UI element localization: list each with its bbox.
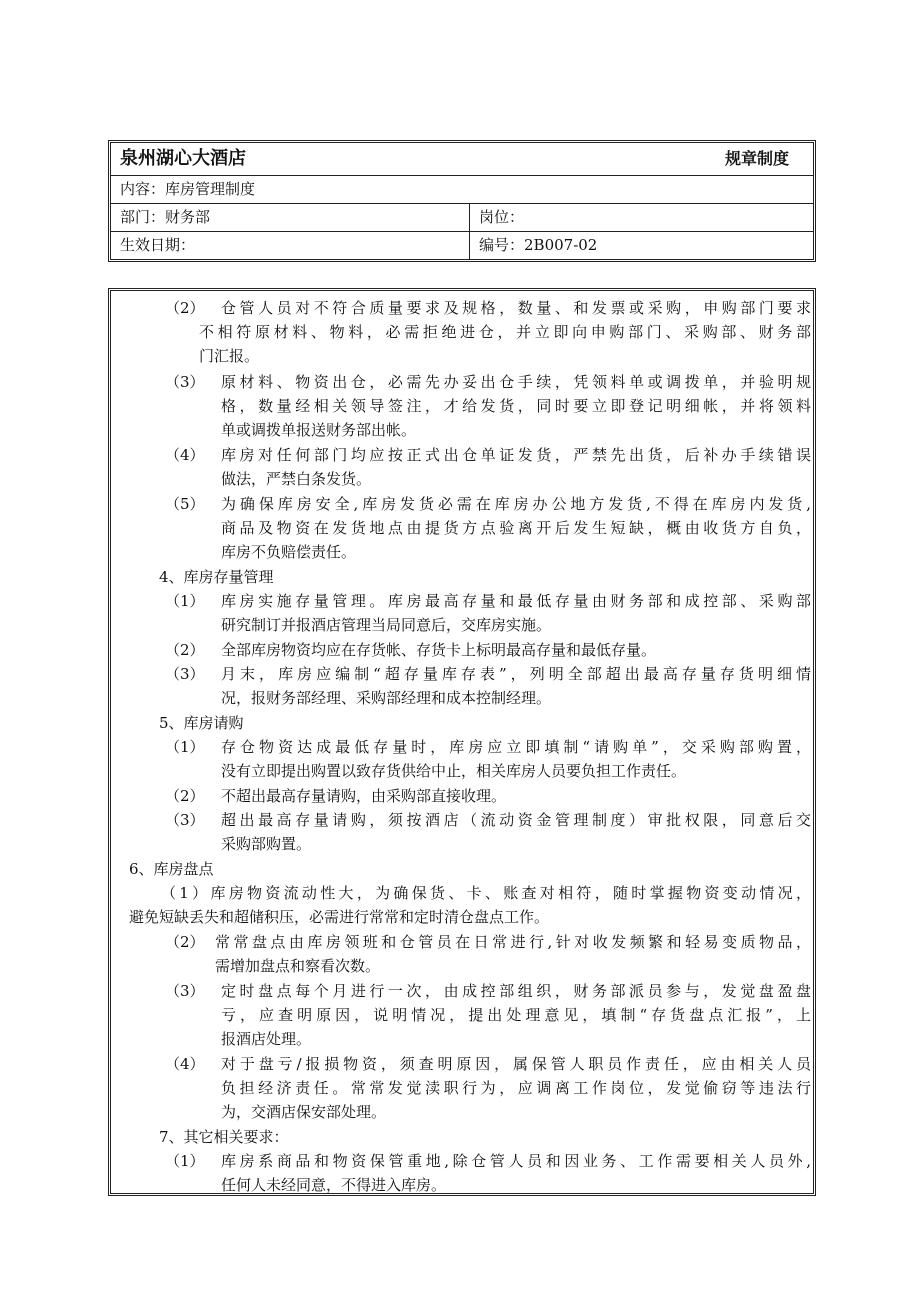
text-line: 对于盘亏/报损物资，须查明原因，属保管人职员作责任，应由相关人员 (221, 1055, 811, 1073)
header-row-content (111, 176, 813, 204)
text-line: 全部库房物资均应在存货帐、存货卡上标明最高存量和最低存量。 (221, 641, 657, 659)
text-line: 况，报财务部经理、采购部经理和成本控制经理。 (221, 689, 552, 707)
text-line: 不相符原材料、物料，必需拒绝进仓，并立即向申购部门、采购部、财务部 (199, 323, 811, 341)
section-heading: 6、库房盘点 (129, 860, 214, 878)
text-line: 门汇报。 (199, 347, 260, 365)
item-number: （3） (165, 811, 205, 829)
item-number: （5） (165, 495, 205, 513)
item-number: （3） (165, 373, 205, 391)
header-row-title (111, 143, 813, 176)
header-row-department (111, 204, 813, 232)
item-number: （2） (165, 933, 205, 951)
text-line: 不超出最高存量请购，由采购部直接收理。 (221, 787, 507, 805)
text-line: 为确保库房安全,库房发货必需在库房办公地方发货,不得在库房内发货, (221, 495, 811, 513)
text-line: 仓管人员对不符合质量要求及规格，数量、和发票或采购，申购部门要求 (221, 299, 811, 317)
text-line: 采购部购置。 (221, 835, 312, 853)
position-label: 岗位： (469, 204, 813, 231)
item-number: （2） (165, 299, 205, 317)
text-line: 原材料、物资出仓，必需先办妥出仓手续，凭领料单或调拨单，并验明规 (221, 373, 811, 391)
text-line: 没有立即提出购置以致存货供给中止，相关库房人员要负担工作责任。 (221, 762, 687, 780)
item-number: （1） (165, 592, 205, 610)
text-line: 库房实施存量管理。库房最高存量和最低存量由财务部和成控部、采购部 (221, 592, 811, 610)
text-line: 负担经济责任。常常发觉渎职行为，应调离工作岗位，发觉偷窃等违法行 (221, 1079, 811, 1097)
text-line: 存仓物资达成最低存量时，库房应立即填制“请购单”，交采购部购置， (221, 738, 811, 756)
item-number: （3） (165, 982, 205, 1000)
document-type: 规章制度 (724, 149, 789, 168)
hotel-name: 泉州湖心大酒店 (120, 148, 246, 169)
item-number: （4） (165, 1055, 205, 1073)
text-line: 研究制订并报酒店管理当局同意后，交库房实施。 (221, 616, 552, 634)
department-label: 部门：财务部 (120, 208, 211, 226)
regulation-body (108, 288, 816, 1196)
text-line: 超出最高存量请购，须按酒店（流动资金管理制度）审批权限，同意后交 (221, 811, 811, 829)
item-number: （4） (165, 446, 205, 464)
item-number: （2） (165, 787, 205, 805)
item-number: （2） (165, 641, 205, 659)
text-line: 库房系商品和物资保管重地,除仓管人员和因业务、工作需要相关人员外, (221, 1152, 811, 1170)
item-number: （3） (165, 665, 205, 683)
header-row-date (111, 232, 813, 259)
header-table (108, 140, 816, 262)
section-heading: 4、库房存量管理 (159, 568, 274, 586)
document-number: 编号：2B007-02 (469, 232, 813, 259)
text-line: 常常盘点由库房领班和仓管员在日常进行,针对收发频繁和轻易变质物品， (215, 933, 811, 951)
text-line: 任何人未经同意，不得进入库房。 (221, 1176, 447, 1194)
effective-date-label: 生效日期： (120, 236, 196, 254)
text-line: 避免短缺丢失和超储积压，必需进行常常和定时清仓盘点工作。 (129, 908, 550, 926)
text-line: 格，数量经相关领导签注，才给发货，同时要立即登记明细帐，并将领料 (221, 397, 811, 415)
text-line: 单或调拨单报送财务部出帐。 (221, 421, 417, 439)
text-line: （1）库房物资流动性大，为确保货、卡、账查对相符，随时掌握物资变动情况， (161, 884, 811, 902)
text-line: 定时盘点每个月进行一次，由成控部组织，财务部派员参与，发觉盘盈盘 (221, 982, 811, 1000)
text-line: 报酒店处理。 (221, 1030, 312, 1048)
section-heading: 5、库房请购 (159, 714, 244, 732)
section-heading: 7、其它相关要求： (159, 1128, 289, 1146)
text-line: 需增加盘点和察看次数。 (215, 957, 381, 975)
text-line: 为，交酒店保安部处理。 (221, 1103, 387, 1121)
text-line: 月末，库房应编制“超存量库存表”，列明全部超出最高存量存货明细情 (221, 665, 811, 683)
text-line: 库房对任何部门均应按正式出仓单证发货，严禁先出货，后补办手续错误 (221, 446, 811, 464)
content-label: 内容：库房管理制度 (120, 180, 256, 198)
item-number: （1） (165, 1152, 205, 1170)
text-line: 做法，严禁白条发货。 (221, 470, 372, 488)
item-number: （1） (165, 738, 205, 756)
text-line: 亏，应查明原因，说明情况，提出处理意见，填制“存货盘点汇报”，上 (221, 1006, 811, 1024)
text-line: 商品及物资在发货地点由提货方点验离开后发生短缺，概由收货方自负， (221, 519, 811, 537)
text-line: 库房不负赔偿责任。 (221, 543, 357, 561)
